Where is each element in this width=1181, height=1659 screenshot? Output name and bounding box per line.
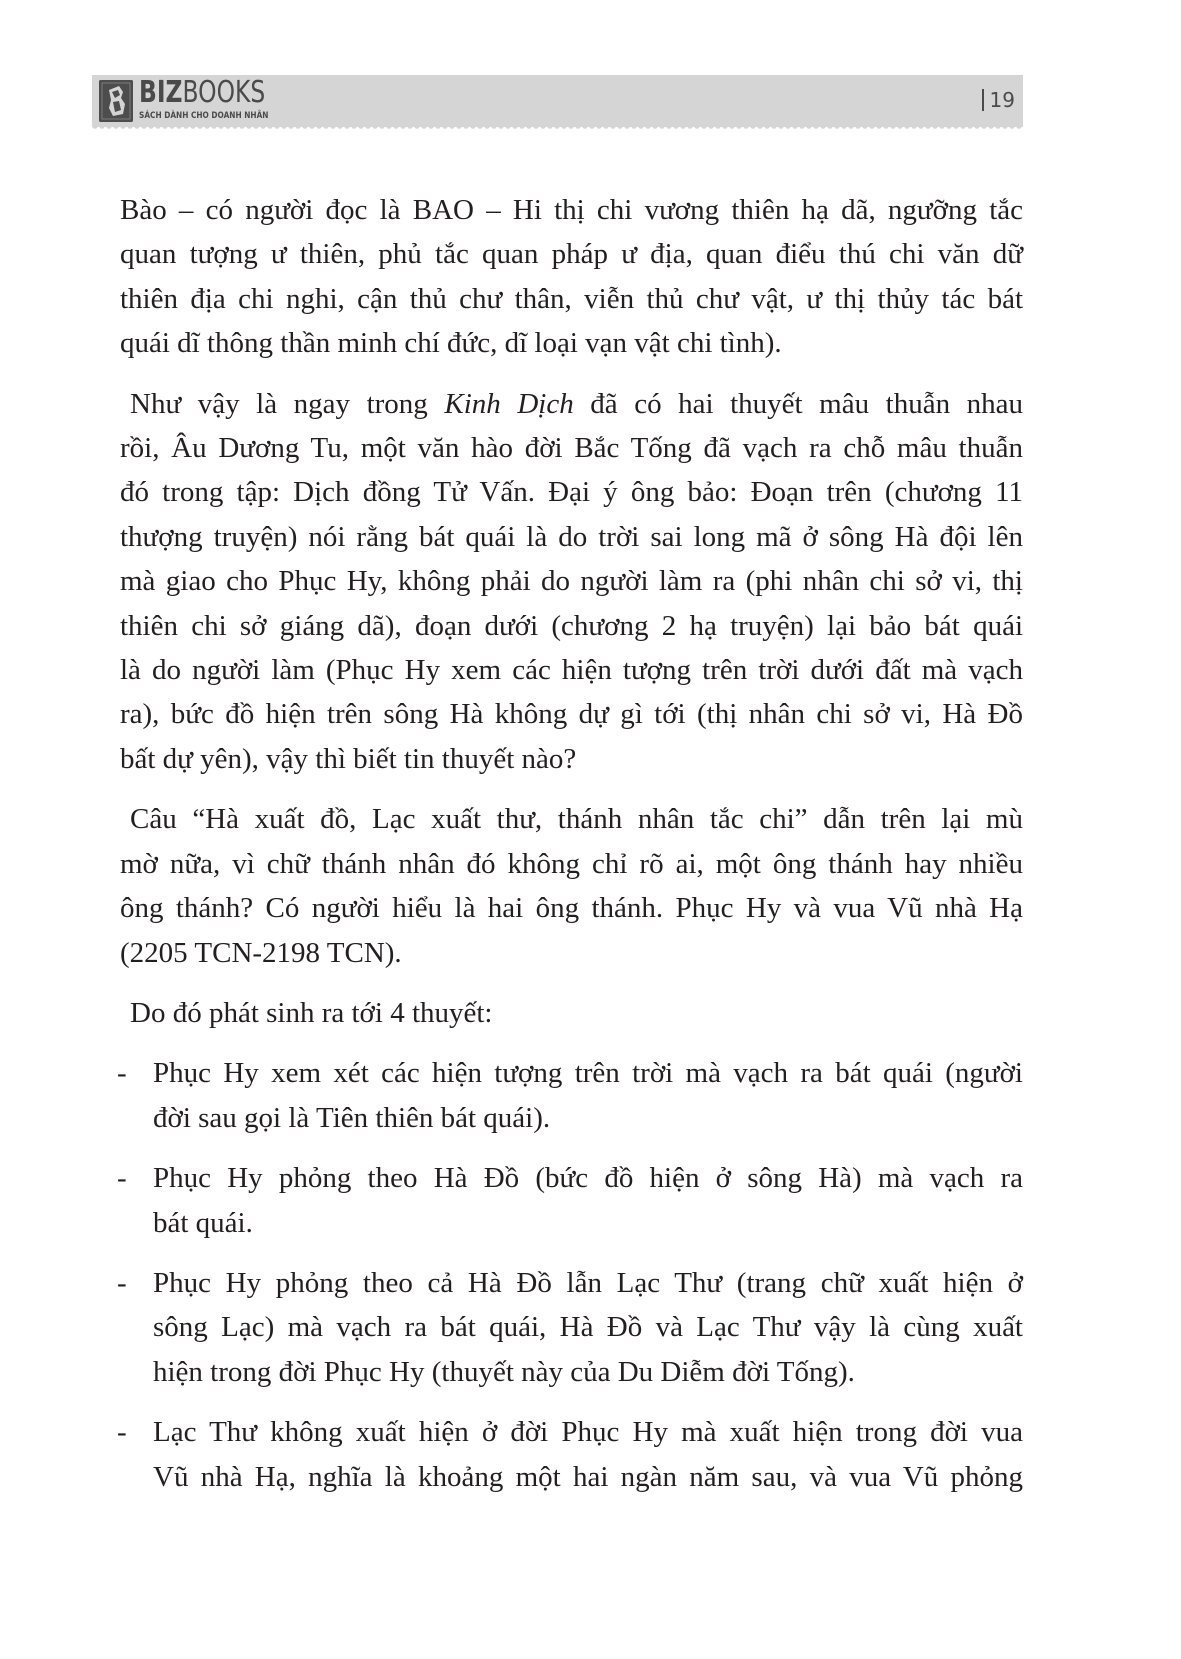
book-portrait-icon [99, 80, 133, 122]
text-line: Bào – có người đọc là BAO – Hi thị chi vương thiên hạ dã, ngưỡng tắc [120, 194, 1023, 226]
paragraph-2 [120, 382, 1023, 782]
page-body [117, 188, 1024, 1515]
text-line: ông thánh? Có người hiểu là hai ông thánh. Phục Hy và vua Vũ nhà Hạ [120, 892, 1023, 925]
text-line: Lạc Thư không xuất hiện ở đời Phục Hy mà xuất hiện trong đời vua [153, 1416, 1023, 1449]
text-run: đã có hai thuyết mâu thuẫn nhau [573, 387, 1024, 420]
text-line: Do đó phát sinh ra tới 4 thuyết: [130, 996, 493, 1029]
list-item [117, 1051, 1023, 1140]
list-item [117, 1156, 1023, 1245]
text-line: là do người làm (Phục Hy xem các hiện tượng trên trời dưới đất mà vạch [120, 654, 1023, 687]
brand-name-bold: BIZ [139, 75, 183, 110]
list-bullet: - [117, 1057, 127, 1090]
text-line: mờ nữa, vì chữ thánh nhân đó không chỉ rõ ai, một ông thánh hay nhiều [120, 847, 1023, 880]
text-line: Câu “Hà xuất đồ, Lạc xuất thư, thánh nhân tắc chi” dẫn trên lại mù [130, 803, 1023, 836]
text-line: sông Lạc) mà vạch ra bát quái, Hà Đồ và Lạc Thư vậy là cùng xuất [153, 1311, 1023, 1344]
text-line: thượng truyện) nói rằng bát quái là do trời sai long mã ở sông Hà đội lên [120, 520, 1023, 553]
text-line: Phục Hy xem xét các hiện tượng trên trời mà vạch ra bát quái (người [153, 1057, 1023, 1090]
text-line [120, 382, 1023, 426]
text-line: Phục Hy phỏng theo cả Hà Đồ lẫn Lạc Thư (trang chữ xuất hiện ở [153, 1266, 1023, 1299]
text-line: (2205 TCN-2198 TCN). [120, 936, 402, 969]
text-line: thiên địa chi nghi, cận thủ chư thân, viễn thủ chư vật, ư thị thủy tác bát [120, 282, 1023, 315]
brand-name-light: BOOKS [182, 75, 266, 110]
text-line: Phục Hy phỏng theo Hà Đồ (bức đồ hiện ở sông Hà) mà vạch ra [153, 1162, 1023, 1195]
page-header [92, 75, 1023, 127]
paragraph-3 [120, 797, 1023, 975]
page-number [982, 88, 1015, 112]
book-title-italic: Kinh Dịch [444, 387, 574, 420]
page-number-separator [982, 89, 984, 111]
text-line: bát quái. [153, 1206, 253, 1239]
list-bullet: - [117, 1416, 127, 1449]
brand-name [139, 75, 266, 110]
text-line: rồi, Âu Dương Tu, một văn hào đời Bắc Tống đã vạch ra chỗ mâu thuẫn [120, 432, 1023, 465]
text-line: quái dĩ thông thần minh chí đức, dĩ loại vạn vật chi tình). [120, 327, 782, 360]
text-run: Như vậy là ngay trong [130, 387, 445, 420]
page-number-value: 19 [989, 88, 1015, 112]
header-scalloped-edge [92, 126, 1023, 130]
text-line: Vũ nhà Hạ, nghĩa là khoảng một hai ngàn năm sau, và vua Vũ phỏng [153, 1460, 1023, 1493]
text-line: thiên chi sở giáng dã), đoạn dưới (chương 2 hạ truyện) lại bảo bát quái [120, 609, 1023, 642]
text-line: mà giao cho Phục Hy, không phải do người làm ra (phi nhân chi sở vi, thị [120, 565, 1023, 598]
list-item [117, 1261, 1023, 1394]
text-line: đời sau gọi là Tiên thiên bát quái). [153, 1101, 551, 1134]
text-line: bất dự yên), vậy thì biết tin thuyết nào? [120, 742, 577, 775]
paragraph-1 [120, 188, 1023, 366]
list-bullet: - [117, 1162, 127, 1195]
brand-tagline: SÁCH DÀNH CHO DOANH NHÂN [139, 111, 269, 121]
text-line: đó trong tập: Dịch đồng Tử Vấn. Đại ý ông bảo: Đoạn trên (chương 11 [120, 476, 1023, 509]
text-line: ra), bức đồ hiện trên sông Hà không dự gì tới (thị nhân chi sở vi, Hà Đồ [120, 698, 1023, 731]
brand-logo [139, 75, 301, 121]
text-line: hiện trong đời Phục Hy (thuyết này của Du Diễm đời Tống). [153, 1355, 855, 1388]
theories-list [117, 1051, 1023, 1499]
list-item [117, 1410, 1023, 1499]
text-line: quan tượng ư thiên, phủ tắc quan pháp ư địa, quan điểu thú chi văn dữ [120, 238, 1023, 271]
paragraph-4 [120, 991, 1023, 1035]
list-bullet: - [117, 1266, 127, 1299]
